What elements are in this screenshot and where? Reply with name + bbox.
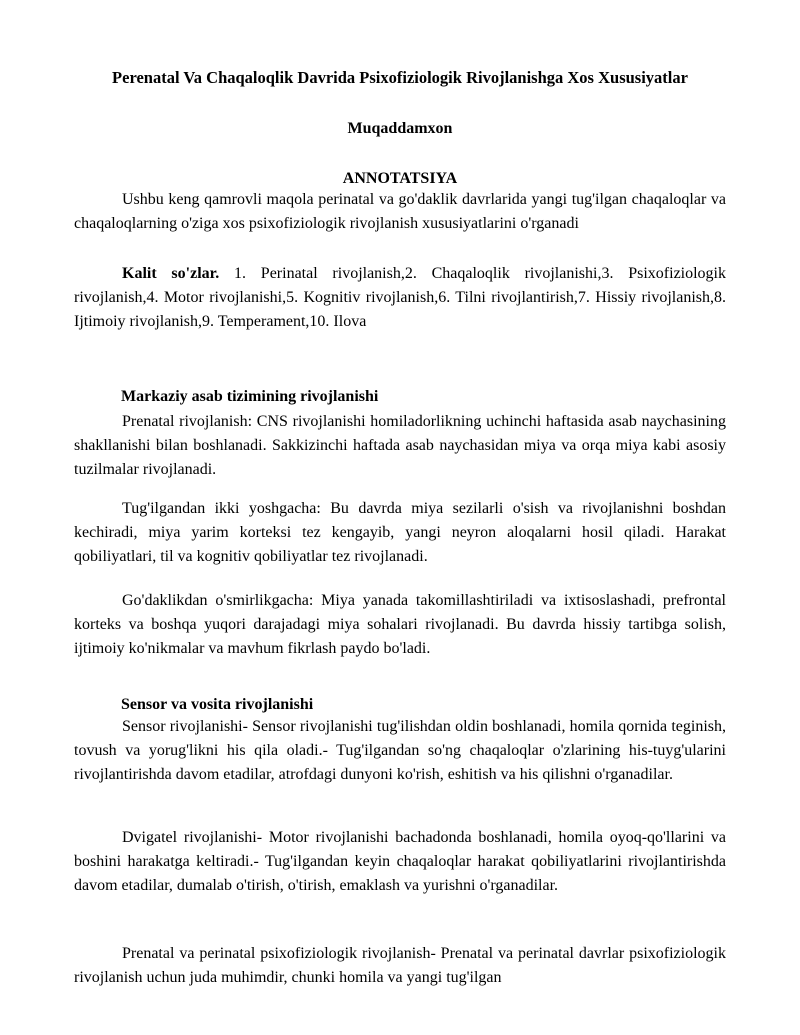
paragraph-birth-to-two: Tug'ilgandan ikki yoshgacha: Bu davrda miya sezilarli o'sish va rivojlanishni boshdan kechiradi, miya yarim korteksi tez kengayib, yangi neyron aloqalarni hosil qiladi. Harakat qobiliyatlari, til va kognitiv qobiliyatlar tez rivojlanadi. [74,500,726,565]
paragraph-psychophysiological: Prenatal va perinatal psixofiziologik rivojlanish- Prenatal va perinatal davrlar psixofiziologik rivojlanish uchun juda muhimdir, chunki homila va yangi tug'ilgan [74,945,726,986]
keywords-label: Kalit so'zlar. [122,265,220,282]
paragraph-prenatal-cns: Prenatal rivojlanish: CNS rivojlanishi homiladorlikning uchinchi haftasida asab naychasining shakllanishi bilan boshlanadi. Sakkizinchi haftada asab naychasidan miya va orqa miya kabi asosiy tuzilmalar rivojlanadi. [74,413,726,478]
section-heading-cns: Markaziy asab tizimining rivojlanishi [121,388,379,405]
annotation-heading: ANNOTATSIYA [342,170,458,187]
keywords-paragraph [74,262,726,334]
paragraph-sensor-development: Sensor rivojlanishi- Sensor rivojlanishi tug'ilishdan oldin boshlanadi, homila qornida teginish, tovush va yorug'likni his qila oladi.- Tug'ilgandan so'ng chaqaloqlar o'zlarining his-tuyg'ularini rivojlantirishda davom etadilar, atrofdagi dunyoni ko'rish, eshitish va his qilishni o'rganadilar. [74,718,726,783]
author-name: Muqaddamxon [347,120,453,137]
annotation-paragraph: Ushbu keng qamrovli maqola perinatal va go'daklik davrlarida yangi tug'ilgan chaqaloqlar va chaqaloqlarning o'ziga xos psixofiziologik rivojlanish xususiyatlarini o'rganadi [74,191,726,232]
paragraph-motor-development: Dvigatel rivojlanishi- Motor rivojlanishi bachadonda boshlanadi, homila oyoq-qo'llarini va boshini harakatga keltiradi.- Tug'ilgandan keyin chaqaloqlar harakat qobiliyatlarini rivojlantirishda davom etadilar, dumalab o'tirish, o'tirish, emaklash va yurishni o'rganadilar. [74,829,726,894]
paragraph-infancy-adolescence: Go'daklikdan o'smirlikgacha: Miya yanada takomillashtiriladi va ixtisoslashadi, prefrontal korteks va boshqa yuqori darajadagi miya sohalari rivojlanadi. Bu davrda hissiy tartibga solish, ijtimoiy ko'nikmalar va mavhum fikrlash paydo bo'ladi. [74,592,726,657]
keywords-text: 1. Perinatal rivojlanish,2. Chaqaloqlik rivojlanishi,3. Psixofiziologik rivojlanish,4. Motor rivojlanishi,5. Kognitiv rivojlanish,6. Tilni rivojlantirish,7. Hissiy rivojlanish,8. Ijtimoiy rivojlanish,9. Temperament,10. Ilova [74,265,727,330]
section-heading-sensor-motor: Sensor va vosita rivojlanishi [121,696,314,713]
document-title: Perenatal Va Chaqaloqlik Davrida Psixofiziologik Rivojlanishga Xos Xususiyatlar [112,68,688,87]
